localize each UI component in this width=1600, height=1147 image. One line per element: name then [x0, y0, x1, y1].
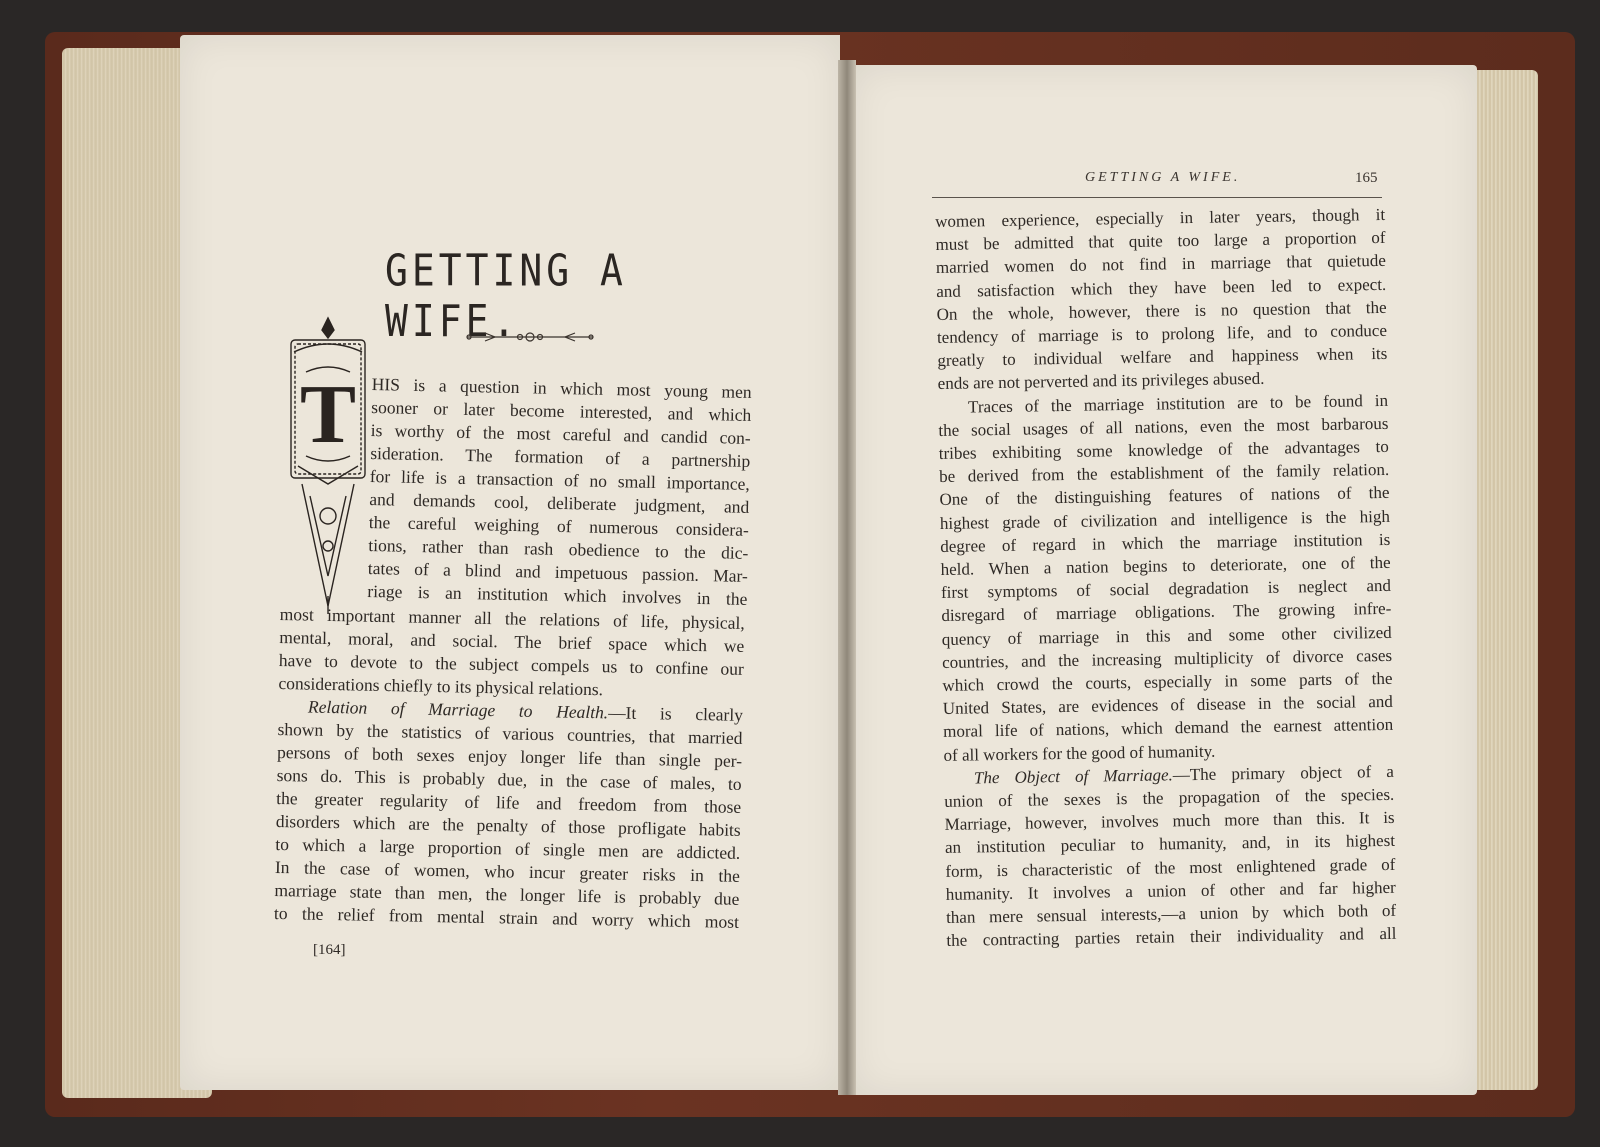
text-line: the contracting parties retain their individuality and all — [946, 924, 1397, 951]
text-line: tates of a blind and impetuous passion. Mar- — [367, 557, 749, 586]
book-gutter — [838, 60, 856, 1095]
text-line: On the whole, however, there is no question that the — [936, 297, 1387, 324]
paragraph-1-narrow — [367, 373, 752, 611]
text-line: Traces of the marriage institution are to be found in — [967, 390, 1389, 417]
text-line: the greater regularity of life and freedom from those — [276, 787, 742, 817]
text-line: mental, moral, and social. The brief space which we — [279, 626, 745, 656]
chapter-title: GETTING A WIFE. — [385, 245, 627, 347]
text-line: tendency of marriage is to prolong life, and to conduce — [936, 320, 1388, 347]
text-line: to the relief from mental strain and worry which most — [273, 902, 740, 932]
text-line: and satisfaction which they have been led to expect. — [936, 274, 1387, 301]
text-line: moral life of nations, which demand the earnest attention — [943, 715, 1394, 742]
text-line: disorders which are the penalty of those profligate habits — [275, 810, 741, 840]
text-line: form, is characteristic of the most enlightened grade of — [945, 854, 1396, 881]
text-line: ends are not perverted and its privileges abused. — [937, 369, 1265, 394]
text-line: HIS is a question in which most young men — [371, 373, 752, 402]
folio-left: [164] — [313, 942, 346, 958]
text-line: United States, are evidences of disease in the social and — [942, 692, 1393, 719]
dropcap-letter: T — [299, 368, 357, 461]
text-line: for life is a transaction of no small importance, — [369, 465, 750, 494]
text-line: persons of both sexes enjoy longer life than single per- — [276, 741, 743, 771]
text-line: In the case of women, who incur greater risks in the — [274, 856, 741, 886]
text-line: have to devote to the subject compels us to confine our — [278, 649, 745, 679]
text-line: One of the distinguishing features of nations of the — [939, 483, 1390, 510]
object-first-line: The Object of Marriage.—The primary object of a — [973, 761, 1395, 788]
text-line: than mere sensual interests,—a union by which both of — [945, 900, 1397, 928]
text-line: sideration. The formation of a partnership — [370, 442, 751, 471]
text-line: riage is an institution which involves in the — [367, 580, 748, 609]
text-line: must be admitted that quite too large a proportion of — [935, 228, 1386, 255]
text-line: married women do not find in marriage that quietude — [935, 251, 1387, 278]
folio-right: 165 — [1355, 170, 1378, 186]
text-line: the careful weighing of numerous considera- — [368, 511, 750, 540]
object-heading: The Object of Marriage. — [973, 765, 1173, 788]
text-line: be derived from the establishment of the family relation. — [939, 460, 1390, 487]
left-page-body-wide — [274, 603, 745, 934]
text-line: which crowd the courts, especially in some parts of the — [942, 668, 1393, 696]
running-head: GETTING A WIFE. — [1085, 170, 1241, 185]
text-line: disregard of marriage obligations. The growing infre- — [941, 599, 1392, 626]
text-line: union of the sexes is the propagation of the species. — [944, 784, 1395, 812]
text-line: Marriage, however, involves much more than this. It is — [944, 808, 1395, 835]
text-line: marriage state than men, the longer life is probably due — [274, 879, 740, 909]
ornate-dropcap-image — [288, 316, 368, 616]
text-line: of all workers for the good of humanity. — [943, 741, 1216, 765]
text-line: considerations chiefly to its physical relations. — [278, 672, 604, 700]
ornament-divider — [465, 330, 595, 344]
text-line: most important manner all the relations of life, physical, — [279, 603, 745, 633]
text-line: greatly to individual welfare and happiness when its — [937, 344, 1388, 371]
text-line: quency of marriage in this and some other civilized — [941, 622, 1392, 649]
text-line: highest grade of civilization and intelligence is the high — [939, 506, 1391, 533]
text-line: tions, rather than rash obedience to the dic- — [368, 534, 749, 563]
text-line: degree of regard in which the marriage institution is — [940, 529, 1391, 556]
text-line: the social usages of all nations, even the most barbarous — [938, 413, 1389, 440]
text-line: to which a large proportion of single men are addicted. — [275, 833, 741, 863]
text-line: held. When a nation begins to deteriorate, one of the — [940, 552, 1391, 580]
paragraph-2-first-line: Relation of Marriage to Health.—It is clearly — [307, 696, 744, 725]
text-line: women experience, especially in later years, though it — [935, 204, 1386, 231]
text-line: sooner or later become interested, and which — [371, 396, 752, 425]
text-line: an institution peculiar to humanity, and, in its highest — [944, 831, 1396, 858]
relation-heading: Relation of Marriage to Health. — [307, 696, 609, 723]
right-page-body — [935, 203, 1397, 952]
text-line: sons do. This is probably due, in the case of males, to — [276, 764, 742, 794]
text-line: countries, and the increasing multiplicity of divorce cases — [941, 645, 1393, 672]
text-line: first symptoms of social degradation is neglect and — [940, 576, 1392, 603]
text-line: is worthy of the most careful and candid con- — [370, 419, 751, 448]
text-line: tribes exhibiting some knowledge of the advantages to — [938, 436, 1389, 464]
text-line: and demands cool, deliberate judgment, and — [369, 488, 750, 517]
text-line: humanity. It involves a union of other and far higher — [945, 877, 1396, 904]
header-rule — [932, 197, 1382, 198]
text-line: shown by the statistics of various countries, that married — [277, 718, 743, 748]
